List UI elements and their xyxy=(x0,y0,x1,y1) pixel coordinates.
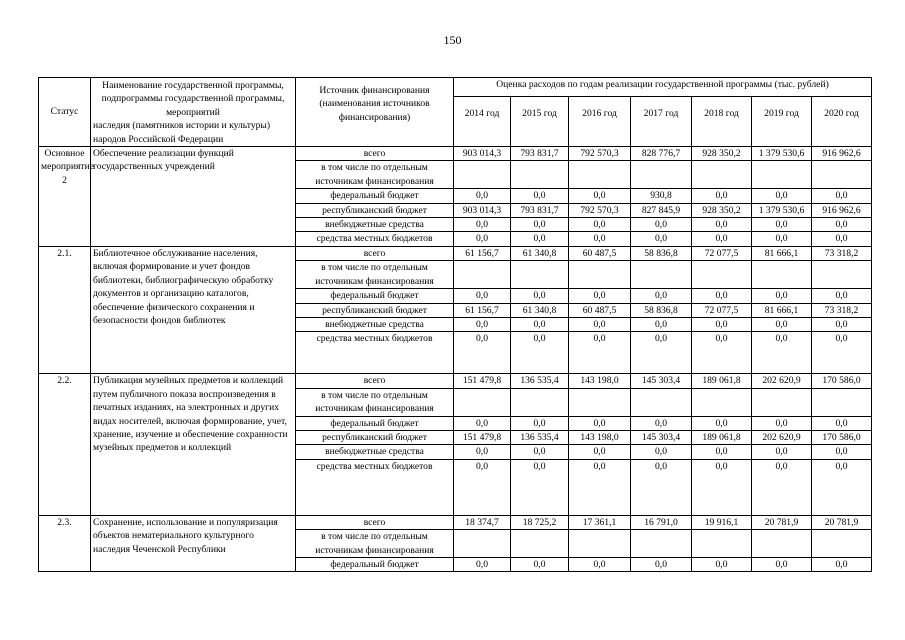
amount-cell: 0,0 xyxy=(752,218,812,232)
amount-cell: 0,0 xyxy=(511,416,569,430)
page-number: 150 xyxy=(443,33,462,47)
amount-cell: 0,0 xyxy=(454,416,511,430)
amount-cell: 0,0 xyxy=(812,445,872,459)
amount-cell: 0,0 xyxy=(631,459,692,515)
amount-cell: 20 781,9 xyxy=(812,515,872,529)
funding-source-cell: в том числе по отдельным источникам финансирования xyxy=(296,261,454,289)
header-name xyxy=(91,78,296,147)
amount-cell: 0,0 xyxy=(569,557,631,571)
amount-cell: 189 061,8 xyxy=(692,374,752,388)
funding-source-cell: в том числе по отдельным источникам финансирования xyxy=(296,388,454,416)
amount-cell: 73 318,2 xyxy=(812,246,872,260)
amount-cell: 0,0 xyxy=(569,459,631,515)
amount-cell: 793 831,7 xyxy=(511,147,569,161)
header-name-text: Наименование государственной программы, подпрограммы государственной программы, мероприятий xyxy=(101,80,285,118)
amount-cell xyxy=(752,261,812,289)
status-cell: 2.2. xyxy=(39,374,91,515)
amount-cell: 0,0 xyxy=(692,557,752,571)
funding-source-cell: федеральный бюджет xyxy=(296,189,454,203)
amount-cell: 0,0 xyxy=(692,232,752,246)
amount-cell: 0,0 xyxy=(511,445,569,459)
program-name-cell: Библиотечное обслуживание населения, включая формирование и учет фондов библиотеки, библиографическую обработку документов и организацию каталогов, обеспечение физического сохранения и безопасности фондов библиотек xyxy=(91,246,296,373)
amount-cell: 0,0 xyxy=(454,289,511,303)
amount-cell xyxy=(569,261,631,289)
funding-source-cell: республиканский бюджет xyxy=(296,430,454,444)
amount-cell: 0,0 xyxy=(511,189,569,203)
program-name-cell: Сохранение, использование и популяризация объектов нематериального культурного наследия Чеченской Республики xyxy=(91,515,296,572)
amount-cell: 0,0 xyxy=(631,416,692,430)
amount-cell: 0,0 xyxy=(752,332,812,374)
amount-cell xyxy=(511,261,569,289)
amount-cell: 202 620,9 xyxy=(752,430,812,444)
amount-cell: 0,0 xyxy=(692,289,752,303)
amount-cell: 0,0 xyxy=(569,218,631,232)
amount-cell: 0,0 xyxy=(752,445,812,459)
amount-cell xyxy=(569,388,631,416)
amount-cell: 792 570,3 xyxy=(569,203,631,217)
header-estimate: Оценка расходов по годам реализации государственной программы (тыс. рублей) xyxy=(454,78,872,97)
amount-cell: 0,0 xyxy=(454,557,511,571)
amount-cell: 58 836,8 xyxy=(631,246,692,260)
amount-cell: 0,0 xyxy=(569,189,631,203)
amount-cell: 0,0 xyxy=(692,332,752,374)
amount-cell: 61 340,8 xyxy=(511,246,569,260)
amount-cell: 81 666,1 xyxy=(752,246,812,260)
amount-cell: 60 487,5 xyxy=(569,303,631,317)
amount-cell: 0,0 xyxy=(569,317,631,331)
header-year: 2017 год xyxy=(631,96,692,146)
amount-cell: 136 535,4 xyxy=(511,374,569,388)
header-year: 2015 год xyxy=(511,96,569,146)
amount-cell: 0,0 xyxy=(812,232,872,246)
amount-cell: 0,0 xyxy=(511,317,569,331)
amount-cell: 0,0 xyxy=(569,332,631,374)
amount-cell: 0,0 xyxy=(631,289,692,303)
amount-cell: 145 303,4 xyxy=(631,374,692,388)
amount-cell: 16 791,0 xyxy=(631,515,692,529)
amount-cell xyxy=(752,388,812,416)
amount-cell: 0,0 xyxy=(454,317,511,331)
amount-cell: 0,0 xyxy=(812,317,872,331)
amount-cell: 61 156,7 xyxy=(454,303,511,317)
amount-cell: 0,0 xyxy=(454,232,511,246)
header-status: Статус xyxy=(39,78,91,147)
funding-source-cell: республиканский бюджет xyxy=(296,203,454,217)
amount-cell: 1 379 530,6 xyxy=(752,203,812,217)
amount-cell: 0,0 xyxy=(569,445,631,459)
amount-cell: 916 962,6 xyxy=(812,203,872,217)
amount-cell: 0,0 xyxy=(812,416,872,430)
amount-cell xyxy=(692,261,752,289)
table-body xyxy=(39,147,872,572)
status-cell: Основное мероприятие 2 xyxy=(39,147,91,247)
amount-cell: 170 586,0 xyxy=(812,374,872,388)
amount-cell xyxy=(631,388,692,416)
amount-cell: 151 479,8 xyxy=(454,374,511,388)
funding-source-cell: всего xyxy=(296,515,454,529)
funding-source-cell: внебюджетные средства xyxy=(296,218,454,232)
amount-cell: 0,0 xyxy=(752,289,812,303)
status-cell: 2.3. xyxy=(39,515,91,572)
amount-cell: 928 350,2 xyxy=(692,203,752,217)
amount-cell: 1 379 530,6 xyxy=(752,147,812,161)
amount-cell: 145 303,4 xyxy=(631,430,692,444)
amount-cell: 0,0 xyxy=(631,557,692,571)
amount-cell: 0,0 xyxy=(511,289,569,303)
amount-cell: 170 586,0 xyxy=(812,430,872,444)
amount-cell: 0,0 xyxy=(631,218,692,232)
header-year: 2019 год xyxy=(752,96,812,146)
amount-cell: 0,0 xyxy=(812,332,872,374)
amount-cell: 792 570,3 xyxy=(569,147,631,161)
funding-source-cell: республиканский бюджет xyxy=(296,303,454,317)
header-name-continuation: наследия (памятников истории и культуры) народов Российской Федерации xyxy=(93,120,271,145)
amount-cell xyxy=(511,388,569,416)
funding-source-cell: средства местных бюджетов xyxy=(296,232,454,246)
amount-cell: 0,0 xyxy=(511,459,569,515)
amount-cell: 0,0 xyxy=(454,218,511,232)
amount-cell xyxy=(454,261,511,289)
amount-cell: 136 535,4 xyxy=(511,430,569,444)
amount-cell: 18 725,2 xyxy=(511,515,569,529)
amount-cell: 0,0 xyxy=(454,189,511,203)
funding-source-cell: федеральный бюджет xyxy=(296,416,454,430)
amount-cell: 0,0 xyxy=(812,459,872,515)
table-row xyxy=(39,147,872,161)
budget-table xyxy=(38,77,872,572)
funding-source-cell: в том числе по отдельным источникам финансирования xyxy=(296,161,454,189)
table-row xyxy=(39,515,872,529)
funding-source-cell: внебюджетные средства xyxy=(296,317,454,331)
amount-cell: 0,0 xyxy=(454,332,511,374)
amount-cell: 0,0 xyxy=(752,317,812,331)
amount-cell: 0,0 xyxy=(631,317,692,331)
funding-source-cell: федеральный бюджет xyxy=(296,557,454,571)
amount-cell xyxy=(631,161,692,189)
amount-cell: 0,0 xyxy=(812,289,872,303)
amount-cell: 151 479,8 xyxy=(454,430,511,444)
funding-source-cell: средства местных бюджетов xyxy=(296,459,454,515)
amount-cell: 903 014,3 xyxy=(454,203,511,217)
program-name-cell: Публикация музейных предметов и коллекций путем публичного показа воспроизведения в печатных изданиях, на электронных и других видах носителей, включая формирование, учет, хранение, изучение и обеспечение сохранности музейных предметов и коллекций xyxy=(91,374,296,515)
amount-cell: 0,0 xyxy=(631,232,692,246)
amount-cell xyxy=(692,530,752,558)
amount-cell xyxy=(454,388,511,416)
table-row xyxy=(39,246,872,260)
amount-cell: 0,0 xyxy=(454,459,511,515)
header-source: Источник финансирования (наименования источников финансирования) xyxy=(296,78,454,147)
amount-cell: 20 781,9 xyxy=(752,515,812,529)
header-year: 2014 год xyxy=(454,96,511,146)
table-row xyxy=(39,374,872,388)
header-year: 2020 год xyxy=(812,96,872,146)
amount-cell: 916 962,6 xyxy=(812,147,872,161)
amount-cell: 0,0 xyxy=(752,232,812,246)
amount-cell: 0,0 xyxy=(692,445,752,459)
amount-cell: 928 350,2 xyxy=(692,147,752,161)
amount-cell: 828 776,7 xyxy=(631,147,692,161)
amount-cell xyxy=(569,530,631,558)
amount-cell: 0,0 xyxy=(631,445,692,459)
amount-cell: 0,0 xyxy=(511,557,569,571)
amount-cell: 19 916,1 xyxy=(692,515,752,529)
amount-cell: 0,0 xyxy=(692,218,752,232)
amount-cell: 143 198,0 xyxy=(569,374,631,388)
amount-cell xyxy=(631,261,692,289)
amount-cell: 0,0 xyxy=(752,416,812,430)
amount-cell: 0,0 xyxy=(569,416,631,430)
funding-source-cell: всего xyxy=(296,374,454,388)
amount-cell xyxy=(812,530,872,558)
amount-cell xyxy=(812,161,872,189)
amount-cell: 0,0 xyxy=(454,445,511,459)
amount-cell: 0,0 xyxy=(812,557,872,571)
amount-cell: 0,0 xyxy=(692,189,752,203)
amount-cell xyxy=(812,388,872,416)
amount-cell xyxy=(454,530,511,558)
amount-cell xyxy=(812,261,872,289)
amount-cell: 202 620,9 xyxy=(752,374,812,388)
header-year: 2018 год xyxy=(692,96,752,146)
funding-source-cell: всего xyxy=(296,246,454,260)
amount-cell: 827 845,9 xyxy=(631,203,692,217)
amount-cell xyxy=(752,161,812,189)
amount-cell: 0,0 xyxy=(692,317,752,331)
amount-cell xyxy=(692,161,752,189)
amount-cell: 72 077,5 xyxy=(692,246,752,260)
amount-cell: 0,0 xyxy=(752,557,812,571)
funding-source-cell: всего xyxy=(296,147,454,161)
amount-cell: 903 014,3 xyxy=(454,147,511,161)
amount-cell: 0,0 xyxy=(752,189,812,203)
amount-cell xyxy=(752,530,812,558)
amount-cell: 17 361,1 xyxy=(569,515,631,529)
funding-source-cell: внебюджетные средства xyxy=(296,445,454,459)
program-name-cell: Обеспечение реализации функций государственных учреждений xyxy=(91,147,296,247)
amount-cell: 0,0 xyxy=(569,289,631,303)
header-year: 2016 год xyxy=(569,96,631,146)
funding-source-cell: средства местных бюджетов xyxy=(296,332,454,374)
amount-cell xyxy=(454,161,511,189)
amount-cell: 81 666,1 xyxy=(752,303,812,317)
amount-cell: 0,0 xyxy=(692,459,752,515)
funding-source-cell: в том числе по отдельным источникам финансирования xyxy=(296,530,454,558)
amount-cell xyxy=(569,161,631,189)
amount-cell: 0,0 xyxy=(692,416,752,430)
amount-cell xyxy=(692,388,752,416)
amount-cell: 18 374,7 xyxy=(454,515,511,529)
amount-cell: 72 077,5 xyxy=(692,303,752,317)
amount-cell: 930,8 xyxy=(631,189,692,203)
amount-cell: 0,0 xyxy=(752,459,812,515)
amount-cell: 0,0 xyxy=(511,332,569,374)
amount-cell: 61 340,8 xyxy=(511,303,569,317)
status-cell: 2.1. xyxy=(39,246,91,373)
amount-cell: 58 836,8 xyxy=(631,303,692,317)
amount-cell: 0,0 xyxy=(631,332,692,374)
amount-cell: 0,0 xyxy=(812,218,872,232)
amount-cell: 793 831,7 xyxy=(511,203,569,217)
amount-cell: 61 156,7 xyxy=(454,246,511,260)
amount-cell: 0,0 xyxy=(812,189,872,203)
amount-cell xyxy=(511,530,569,558)
amount-cell: 0,0 xyxy=(569,232,631,246)
amount-cell xyxy=(631,530,692,558)
funding-source-cell: федеральный бюджет xyxy=(296,289,454,303)
amount-cell xyxy=(511,161,569,189)
amount-cell: 73 318,2 xyxy=(812,303,872,317)
amount-cell: 189 061,8 xyxy=(692,430,752,444)
amount-cell: 143 198,0 xyxy=(569,430,631,444)
amount-cell: 0,0 xyxy=(511,218,569,232)
amount-cell: 60 487,5 xyxy=(569,246,631,260)
amount-cell: 0,0 xyxy=(511,232,569,246)
